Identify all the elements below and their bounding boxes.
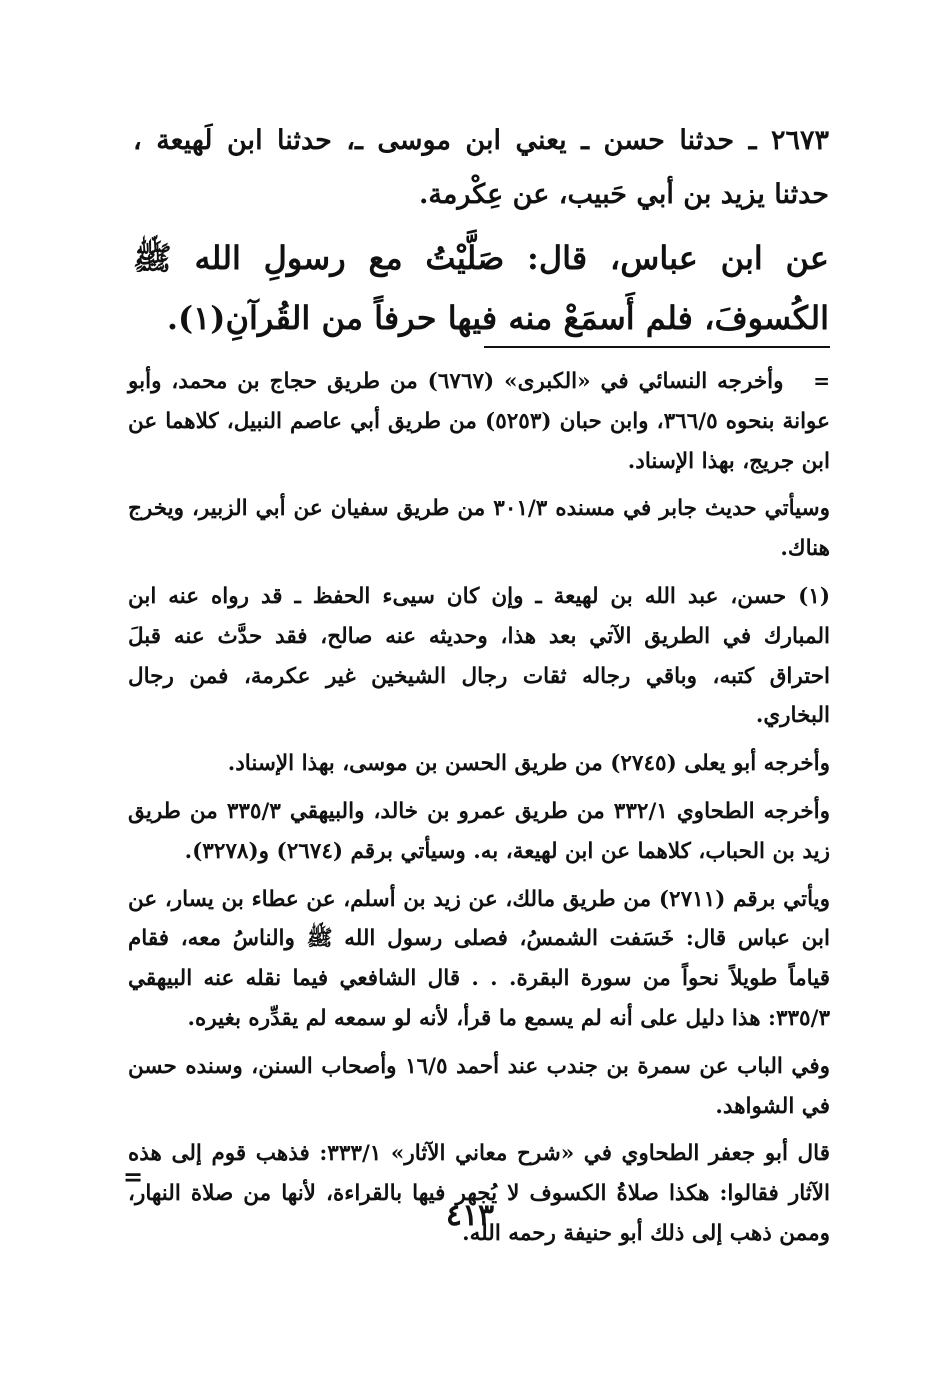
hadith-text: عن ابن عباس، قال: صَلَّيْتُ مع رسولِ الله ﷺ الكُسوفَ، فلم أَسمَعْ منه فيها حرفاً من القُرآنِ(١).: [133, 239, 829, 337]
footnote-paragraph: وأخرجه الطحاوي ٣٣٢/١ من طريق عمرو بن خالد، والبيهقي ٣٣٥/٣ من طريق زيد بن الحباب، كلاهما عن ابن لهيعة، به. وسيأتي برقم (٢٦٧٤) و(٣٢٧٨).: [128, 798, 830, 864]
footnote-paragraph: (١) حسن، عبد الله بن لهيعة ـ وإن كان سيىء الحفظ ـ قد رواه عنه ابن المبارك في الطريق الآتي بعد هذا، وحديثه عنه صالح، فقد حدَّث عنه قبلَ احتراق كتبه، وباقي رجاله ثقات رجال الشيخين غير عكرمة، فمن رجال البخاري.: [128, 583, 830, 729]
footnote-paragraph: ويأتي برقم (٢٧١١) من طريق مالك، عن زيد بن أسلم، عن عطاء بن يسار، عن ابن عباس قال: خَسَفت الشمسُ، فصلى رسول الله ﷺ والناسُ معه، فقام قياماً طويلاً نحواً من سورة البقرة. . . قال الشافعي فيما نقله عنه البيهقي ٣٣٥/٣: هذا دليل على أنه لم يسمع ما قرأ، لأنه لو سمعه لم يقدِّره بغيره.: [128, 886, 830, 1031]
footnote-paragraph: قال أبو جعفر الطحاوي في «شرح معاني الآثار» ٣٣٣/١: فذهب قوم إلى هذه الآثار فقالوا: هكذا صلاةُ الكسوف لا يُجهر فيها بالقراءة، لأنها من صلاة النهار، وممن ذهب إلى ذلك أبو حنيفة رحمه الله.: [128, 1141, 831, 1246]
page-number: ٤١٣: [445, 1198, 495, 1233]
main-text: [133, 114, 829, 348]
footnote-paragraph: وسيأتي حديث جابر في مسنده ٣٠١/٣ من طريق سفيان عن أبي الزبير، ويخرج هناك.: [128, 496, 831, 562]
footnote-paragraph: [128, 362, 830, 481]
footnote-text: وأخرجه النسائي في «الكبرى» (٦٧٦٧) من طريق حجاج بن محمد، وأبو عوانة بنحوه ٣٦٦/٥، وابن حبان (٥٢٥٣) من طريق أبي عاصم النبيل، كلاهما عن ابن جريج، بهذا الإسناد.: [128, 369, 830, 474]
continuation-end-marker: =: [123, 1163, 144, 1191]
hadith-chain: ٢٦٧٣ ـ حدثنا حسن ـ يعني ابن موسى ـ، حدثنا ابن لَهيعة ، حدثنا يزيد بن أبي حَبيب، عن عِكْرمة.: [133, 125, 829, 210]
footnote-separator: [484, 346, 830, 348]
continuation-marker: =: [813, 369, 830, 393]
footnotes: [128, 362, 830, 1254]
footnote-paragraph: وفي الباب عن سمرة بن جندب عند أحمد ١٦/٥ وأصحاب السنن، وسنده حسن في الشواهد.: [128, 1053, 830, 1119]
footnote-paragraph: وأخرجه أبو يعلى (٢٧٤٥) من طريق الحسن بن موسى، بهذا الإسناد.: [227, 751, 830, 777]
